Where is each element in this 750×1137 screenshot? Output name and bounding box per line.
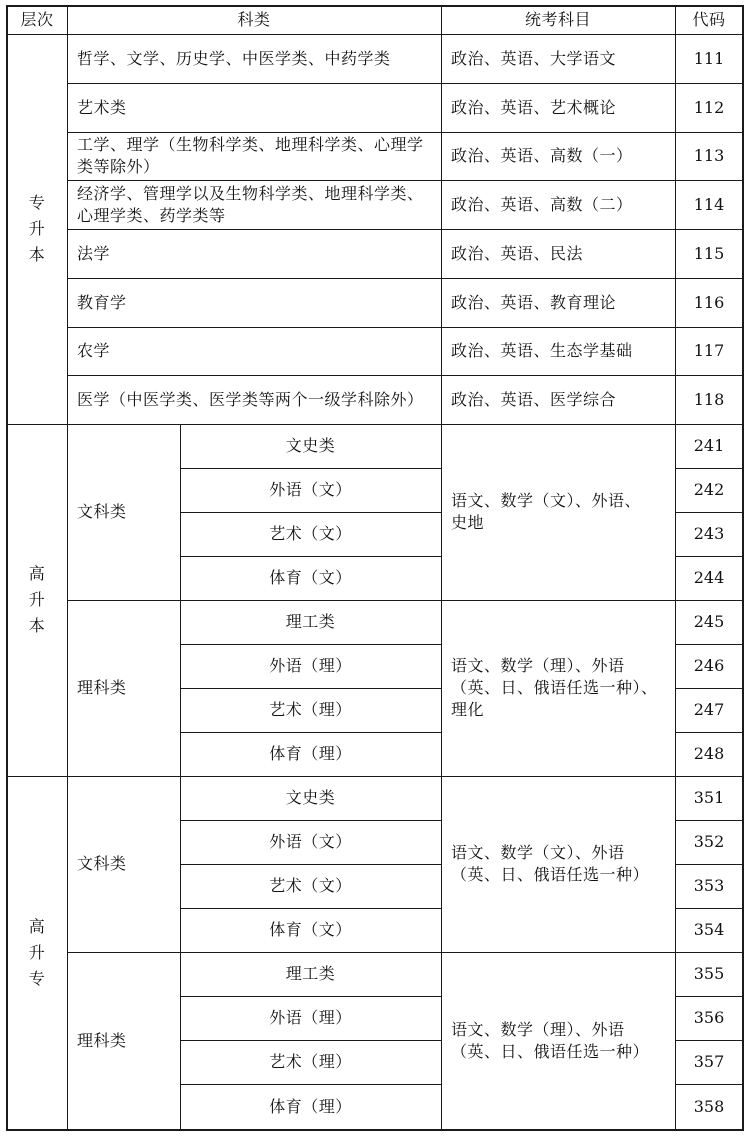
zsb-code: 111 bbox=[693, 48, 725, 68]
row-line bbox=[180, 1084, 441, 1085]
zsb-category: 教育学 bbox=[77, 292, 127, 312]
gsb-wen-item: 体育（文） bbox=[269, 568, 352, 587]
gsz-li-code: 357 bbox=[693, 1052, 725, 1071]
gsb-li-code: 245 bbox=[693, 612, 725, 631]
row-line bbox=[675, 556, 743, 557]
zsb-subjects: 政治、英语、生态学基础 bbox=[451, 341, 633, 360]
border-right bbox=[742, 5, 744, 1131]
col-line-level bbox=[67, 6, 68, 1130]
border-top bbox=[6, 5, 744, 7]
gsb-li-code: 248 bbox=[693, 744, 725, 763]
gsb-li-code: 247 bbox=[693, 700, 725, 719]
zsb-subjects: 政治、英语、高数（一） bbox=[451, 146, 633, 165]
row-line bbox=[67, 132, 743, 133]
gsb-wen-item: 外语（文） bbox=[269, 480, 352, 499]
gsz-wen-item: 外语（文） bbox=[269, 832, 352, 851]
gsb-li-subjects: 语文、数学（理）、外语（英、日、俄语任选一种）、理化 bbox=[451, 656, 658, 719]
row-line bbox=[180, 996, 441, 997]
row-line bbox=[67, 375, 743, 376]
gsz-li-code: 358 bbox=[693, 1097, 725, 1116]
gsb-li-code: 246 bbox=[693, 656, 725, 675]
zsb-code: 116 bbox=[693, 292, 725, 312]
row-line bbox=[67, 180, 743, 181]
level-gsz: 高 升 专 bbox=[28, 917, 46, 988]
row-line bbox=[180, 512, 441, 513]
row-line bbox=[180, 468, 441, 469]
gsb-wen-code: 241 bbox=[693, 436, 725, 455]
header-category: 科类 bbox=[237, 10, 271, 29]
row-line bbox=[675, 908, 743, 909]
header-level: 层次 bbox=[20, 10, 54, 29]
gsb-wen-code: 242 bbox=[693, 480, 725, 499]
gsz-wen-item: 文史类 bbox=[285, 788, 336, 807]
gsz-wen-group: 文科类 bbox=[77, 854, 127, 873]
col-line-category bbox=[441, 6, 442, 1130]
zsb-subjects: 政治、英语、医学综合 bbox=[451, 389, 617, 409]
zsb-category: 法学 bbox=[77, 243, 111, 263]
row-line bbox=[675, 512, 743, 513]
gsb-li-item: 体育（理） bbox=[269, 744, 352, 763]
row-line bbox=[180, 864, 441, 865]
row-line bbox=[180, 556, 441, 557]
row-line bbox=[675, 1084, 743, 1085]
border-bottom bbox=[6, 1129, 744, 1131]
row-line bbox=[180, 1040, 441, 1041]
gsz-li-item: 体育（理） bbox=[269, 1097, 352, 1116]
group-line bbox=[67, 600, 743, 601]
gsb-wen-code: 243 bbox=[693, 524, 725, 543]
header-subjects: 统考科目 bbox=[524, 10, 591, 29]
row-line bbox=[675, 644, 743, 645]
gsb-li-item: 理工类 bbox=[285, 612, 336, 631]
gsb-wen-item: 艺术（文） bbox=[269, 524, 352, 543]
row-line bbox=[180, 688, 441, 689]
row-line bbox=[180, 820, 441, 821]
gsz-wen-code: 352 bbox=[693, 832, 725, 851]
zsb-subjects: 政治、英语、艺术概论 bbox=[451, 97, 617, 117]
row-line bbox=[675, 820, 743, 821]
row-line bbox=[675, 864, 743, 865]
zsb-subjects: 政治、英语、高数（二） bbox=[451, 194, 633, 214]
zsb-code: 117 bbox=[693, 341, 725, 360]
gsb-li-group: 理科类 bbox=[77, 678, 127, 697]
zsb-category: 艺术类 bbox=[77, 97, 127, 117]
gsz-li-subjects: 语文、数学（理）、外语（英、日、俄语任选一种） bbox=[451, 1020, 650, 1061]
gsz-li-code: 355 bbox=[693, 964, 725, 983]
row-line bbox=[180, 908, 441, 909]
gsz-wen-item: 体育（文） bbox=[269, 920, 352, 939]
gsz-li-item: 外语（理） bbox=[269, 1008, 352, 1027]
row-line bbox=[675, 688, 743, 689]
section-line bbox=[6, 424, 744, 425]
level-zsb: 专 升 本 bbox=[28, 193, 46, 264]
row-line bbox=[675, 468, 743, 469]
row-line bbox=[675, 996, 743, 997]
row-line bbox=[675, 732, 743, 733]
zsb-category: 经济学、管理学以及生物科学类、地理科学类、心理学类、药学类等 bbox=[77, 183, 424, 225]
border-left bbox=[6, 5, 8, 1131]
zsb-subjects: 政治、英语、民法 bbox=[451, 243, 584, 263]
gsb-li-item: 艺术（理） bbox=[269, 700, 352, 719]
zsb-category: 医学（中医学类、医学类等两个一级学科除外） bbox=[77, 389, 424, 409]
zsb-subjects: 政治、英语、大学语文 bbox=[451, 48, 617, 68]
zsb-code: 113 bbox=[693, 146, 725, 165]
group-line bbox=[67, 952, 743, 953]
level-gsb: 高 升 本 bbox=[28, 564, 46, 635]
gsz-li-group: 理科类 bbox=[77, 1031, 127, 1050]
row-line bbox=[67, 278, 743, 279]
gsz-li-code: 356 bbox=[693, 1008, 725, 1027]
gsz-wen-code: 353 bbox=[693, 876, 725, 895]
gsz-li-item: 理工类 bbox=[285, 964, 336, 983]
zsb-code: 112 bbox=[693, 97, 725, 117]
gsb-wen-item: 文史类 bbox=[285, 436, 336, 455]
gsb-wen-group: 文科类 bbox=[77, 502, 127, 521]
zsb-category: 农学 bbox=[77, 341, 111, 360]
row-line bbox=[180, 732, 441, 733]
zsb-code: 114 bbox=[693, 194, 725, 214]
gsz-wen-item: 艺术（文） bbox=[269, 876, 352, 895]
row-line bbox=[675, 1040, 743, 1041]
row-line-header bbox=[6, 34, 744, 35]
zsb-category: 工学、理学（生物科学类、地理科学类、心理学类等除外） bbox=[77, 135, 424, 176]
col-line-subcategory bbox=[180, 424, 181, 1130]
gsb-wen-subjects: 语文、数学（文）、外语、史地 bbox=[451, 491, 642, 532]
zsb-code: 118 bbox=[693, 389, 725, 409]
gsb-li-item: 外语（理） bbox=[269, 656, 352, 675]
zsb-code: 115 bbox=[693, 243, 725, 263]
section-line bbox=[6, 776, 744, 777]
row-line bbox=[67, 229, 743, 230]
gsz-li-item: 艺术（理） bbox=[269, 1052, 352, 1071]
gsz-wen-subjects: 语文、数学（文）、外语（英、日、俄语任选一种） bbox=[451, 843, 650, 884]
gsz-wen-code: 354 bbox=[693, 920, 725, 939]
zsb-category: 哲学、文学、历史学、中医学类、中药学类 bbox=[77, 48, 391, 68]
row-line bbox=[67, 83, 743, 84]
gsb-wen-code: 244 bbox=[693, 568, 725, 587]
row-line bbox=[67, 327, 743, 328]
row-line bbox=[180, 644, 441, 645]
zsb-subjects: 政治、英语、教育理论 bbox=[451, 292, 617, 312]
header-code: 代码 bbox=[692, 10, 726, 29]
col-line-subjects bbox=[675, 6, 676, 1130]
gsz-wen-code: 351 bbox=[693, 788, 725, 807]
